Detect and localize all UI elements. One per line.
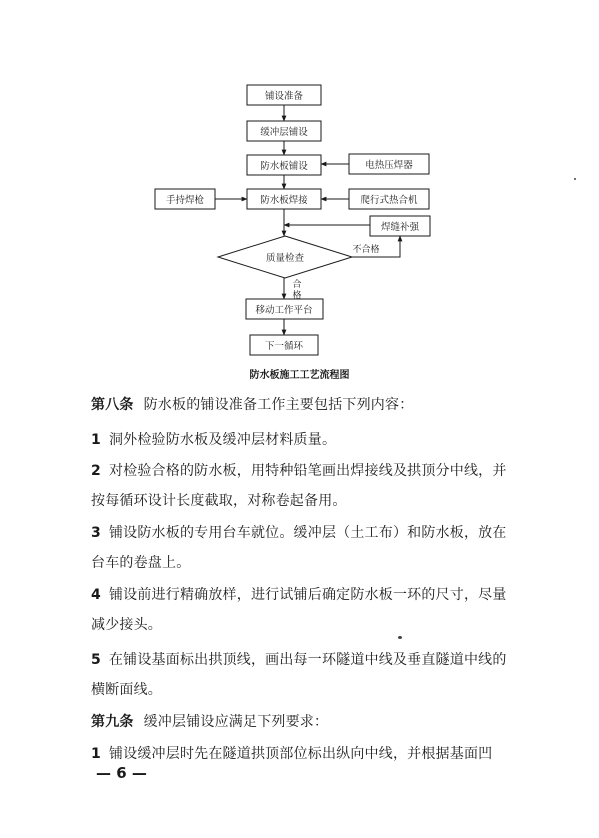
article8-item-2 bbox=[91, 456, 511, 516]
pass-label-1: 合 bbox=[292, 280, 302, 290]
article8-item-5 bbox=[91, 645, 511, 705]
fail-label: 不合格 bbox=[352, 245, 380, 255]
article8-item-1 bbox=[91, 425, 511, 455]
step-move-platform: 移动工作平台 bbox=[255, 305, 313, 316]
scan-speck bbox=[574, 178, 576, 180]
step-prepare: 铺设准备 bbox=[264, 91, 304, 102]
page-number: — 6 — bbox=[96, 764, 147, 782]
flowchart-caption: 防水板施工工艺流程图 bbox=[249, 370, 350, 381]
item-number: 1 bbox=[91, 432, 101, 448]
item-number: 1 bbox=[91, 746, 101, 762]
item-text: 对检验合格的防水板，用特种铅笔画出焊接线及拱顶分中线，并按每循环设计长度截取，对称卷起备用。 bbox=[91, 463, 507, 509]
side-hand-welder: 手持焊枪 bbox=[165, 195, 205, 206]
article9-text: 缓冲层铺设应满足下列要求： bbox=[143, 714, 329, 730]
pass-label-2: 格 bbox=[292, 291, 302, 301]
step-membrane-lay: 防水板铺设 bbox=[260, 161, 308, 172]
step-next-cycle: 下一循环 bbox=[264, 341, 304, 352]
step-cushion: 缓冲层铺设 bbox=[260, 127, 308, 138]
side-weld-repair: 焊缝补强 bbox=[380, 222, 420, 233]
item-text: 洞外检验防水板及缓冲层材料质量。 bbox=[108, 432, 337, 448]
article8-item-3 bbox=[91, 518, 511, 578]
article9-item-1 bbox=[91, 739, 521, 769]
item-text: 在铺设基面标出拱顶线，画出每一环隧道中线及垂直隧道中线的横断面线。 bbox=[91, 652, 507, 698]
article8-heading-line bbox=[91, 390, 511, 420]
article9-heading-line bbox=[91, 707, 511, 737]
item-number: 4 bbox=[91, 587, 101, 603]
step-membrane-weld: 防水板焊接 bbox=[260, 195, 308, 206]
item-text: 铺设缓冲层时先在隧道拱顶部位标出纵向中线，并根据基面凹 bbox=[108, 746, 493, 762]
item-text: 铺设前进行精确放样，进行试铺后确定防水板一环的尺寸，尽量减少接头。 bbox=[91, 587, 507, 633]
item-number: 5 bbox=[91, 652, 101, 668]
side-crawling-welder: 爬行式热合机 bbox=[360, 195, 418, 206]
side-electric-welder: 电热压焊器 bbox=[365, 160, 413, 171]
scan-speck bbox=[398, 636, 402, 639]
article9-heading: 第九条 bbox=[91, 714, 134, 730]
article8-heading: 第八条 bbox=[91, 397, 134, 413]
article8-item-4 bbox=[91, 580, 511, 640]
construction-flowchart bbox=[0, 0, 599, 360]
item-number: 2 bbox=[91, 463, 101, 479]
item-text: 铺设防水板的专用台车就位。缓冲层（土工布）和防水板，放在台车的卷盘上。 bbox=[91, 525, 507, 571]
item-number: 3 bbox=[91, 525, 101, 541]
article8-text: 防水板的铺设准备工作主要包括下列内容： bbox=[143, 397, 414, 413]
decision-label: 质量检查 bbox=[265, 253, 305, 264]
